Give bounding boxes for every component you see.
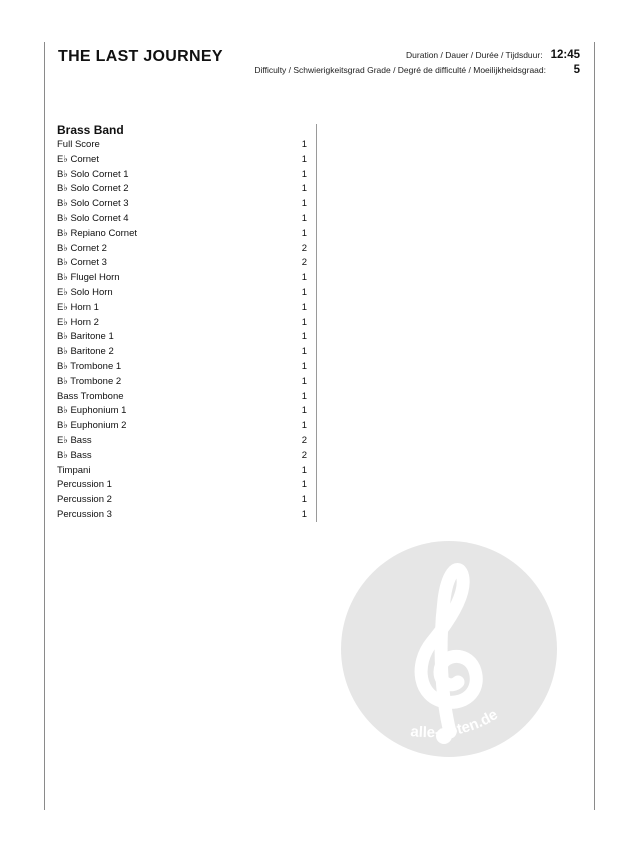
part-row (57, 301, 307, 316)
part-quantity: 2 (301, 449, 307, 461)
part-name: B♭ Baritone 1 (57, 331, 114, 343)
part-row (57, 168, 307, 183)
part-name: B♭ Euphonium 2 (57, 420, 127, 432)
part-quantity: 1 (301, 183, 307, 195)
part-row (57, 478, 307, 493)
part-name: B♭ Solo Cornet 1 (57, 168, 129, 180)
part-quantity: 1 (301, 375, 307, 387)
part-quantity: 1 (301, 464, 307, 476)
part-quantity: 2 (301, 242, 307, 254)
part-row (57, 434, 307, 449)
part-name: Percussion 3 (57, 508, 112, 520)
part-row (57, 493, 307, 508)
duration-label: Duration / Dauer / Durée / Tijdsduur: (406, 50, 543, 60)
difficulty-row (254, 64, 580, 76)
part-name: E♭ Horn 1 (57, 301, 99, 313)
part-name: B♭ Solo Cornet 3 (57, 198, 129, 210)
part-row (57, 449, 307, 464)
parts-list (57, 138, 307, 523)
part-row (57, 138, 307, 153)
part-name: B♭ Solo Cornet 4 (57, 212, 129, 224)
part-quantity: 1 (301, 360, 307, 372)
part-name: E♭ Solo Horn (57, 286, 113, 298)
part-name: Percussion 1 (57, 479, 112, 491)
part-row (57, 375, 307, 390)
part-name: Timpani (57, 464, 91, 476)
part-quantity: 1 (301, 301, 307, 313)
part-quantity: 1 (301, 198, 307, 210)
part-name: E♭ Bass (57, 434, 92, 446)
part-name: B♭ Cornet 3 (57, 257, 107, 269)
part-quantity: 1 (301, 316, 307, 328)
difficulty-label: Difficulty / Schwierigkeitsgrad Grade / Degré de difficulté / Moeilijkheidsgraad: (254, 65, 546, 75)
part-quantity: 2 (301, 434, 307, 446)
duration-row (406, 49, 580, 61)
part-name: Bass Trombone (57, 390, 124, 402)
part-row (57, 242, 307, 257)
part-quantity: 1 (301, 212, 307, 224)
part-quantity: 1 (301, 331, 307, 343)
part-row (57, 182, 307, 197)
column-divider (316, 124, 317, 522)
part-name: B♭ Euphonium 1 (57, 405, 127, 417)
part-quantity: 1 (301, 508, 307, 520)
part-row (57, 256, 307, 271)
part-quantity: 1 (301, 494, 307, 506)
section-heading: Brass Band (57, 123, 124, 137)
part-quantity: 1 (301, 272, 307, 284)
part-row (57, 153, 307, 168)
part-quantity: 1 (301, 227, 307, 239)
part-quantity: 1 (301, 405, 307, 417)
part-row (57, 197, 307, 212)
part-name: B♭ Solo Cornet 2 (57, 183, 129, 195)
part-row (57, 419, 307, 434)
part-name: Full Score (57, 139, 100, 150)
piece-title: THE LAST JOURNEY (58, 48, 223, 65)
part-row (57, 271, 307, 286)
part-row (57, 212, 307, 227)
part-name: Percussion 2 (57, 494, 112, 506)
watermark-text: alle-noten.de (409, 706, 501, 742)
part-name: B♭ Trombone 1 (57, 360, 122, 372)
part-name: B♭ Baritone 2 (57, 346, 114, 358)
part-row (57, 345, 307, 360)
duration-value: 12:45 (550, 49, 580, 61)
part-row (57, 508, 307, 523)
part-name: B♭ Repiano Cornet (57, 227, 137, 239)
part-name: B♭ Bass (57, 449, 92, 461)
part-row (57, 286, 307, 301)
part-quantity: 1 (301, 286, 307, 298)
part-name: B♭ Trombone 2 (57, 375, 122, 387)
watermark-logo (340, 540, 558, 758)
part-row (57, 330, 307, 345)
part-quantity: 1 (301, 479, 307, 491)
part-quantity: 1 (301, 139, 307, 150)
part-row (57, 390, 307, 405)
part-quantity: 1 (301, 390, 307, 402)
page-border-right (594, 42, 595, 810)
part-quantity: 1 (301, 420, 307, 432)
part-quantity: 1 (301, 346, 307, 358)
part-name: E♭ Horn 2 (57, 316, 99, 328)
part-name: B♭ Cornet 2 (57, 242, 107, 254)
part-name: E♭ Cornet (57, 153, 99, 165)
part-quantity: 2 (301, 257, 307, 269)
part-quantity: 1 (301, 168, 307, 180)
part-row (57, 404, 307, 419)
part-row (57, 316, 307, 331)
part-row (57, 227, 307, 242)
part-row (57, 464, 307, 479)
part-name: B♭ Flugel Horn (57, 272, 120, 284)
difficulty-value: 5 (573, 64, 580, 76)
page-border-left (44, 42, 45, 810)
part-row (57, 360, 307, 375)
part-quantity: 1 (301, 153, 307, 165)
